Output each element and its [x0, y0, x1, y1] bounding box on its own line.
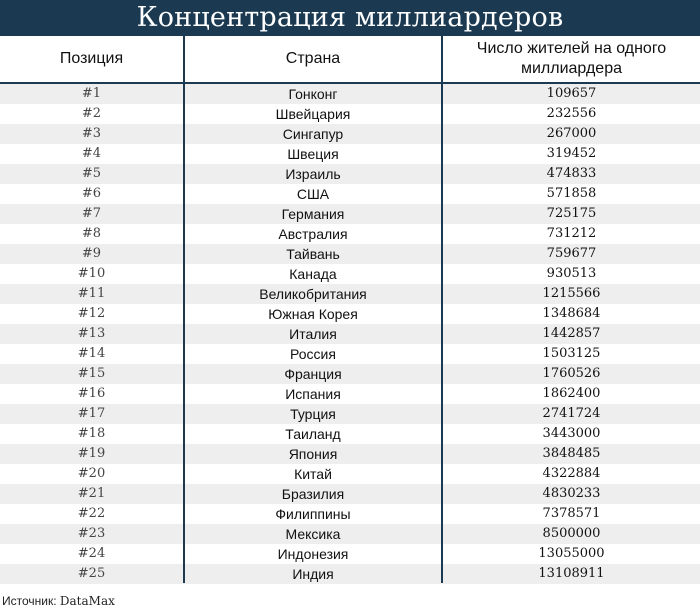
row-country: Россия	[290, 346, 336, 362]
row-country: Филиппины	[275, 506, 351, 522]
table-row	[0, 384, 700, 404]
table-row	[0, 264, 700, 284]
row-country: Индия	[292, 566, 334, 582]
row-position: #18	[77, 426, 106, 441]
table-row	[0, 304, 700, 324]
row-position: #21	[77, 486, 106, 501]
row-country: Гонконг	[288, 86, 338, 102]
row-people-per-billionaire: 7378571	[542, 506, 601, 521]
row-people-per-billionaire: 1503125	[542, 346, 601, 361]
row-country: Австралия	[278, 226, 348, 242]
row-position: #24	[77, 546, 106, 561]
row-people-per-billionaire: 267000	[546, 126, 597, 141]
table-row	[0, 484, 700, 504]
row-position: #5	[81, 166, 102, 181]
row-country: Турция	[290, 406, 336, 422]
row-position: #23	[77, 526, 106, 541]
row-people-per-billionaire: 3443000	[542, 426, 601, 441]
column-divider	[441, 36, 443, 583]
row-position: #16	[77, 386, 106, 401]
header-position: Позиция	[59, 50, 124, 67]
row-people-per-billionaire: 1348684	[542, 306, 601, 321]
row-position: #10	[77, 266, 106, 281]
row-position: #7	[81, 206, 102, 221]
table-row	[0, 364, 700, 384]
row-position: #6	[81, 186, 102, 201]
row-country: Япония	[288, 446, 338, 462]
row-country: Южная Корея	[268, 306, 358, 322]
row-people-per-billionaire: 731212	[546, 226, 597, 241]
row-country: Тайвань	[286, 246, 340, 262]
table-row	[0, 524, 700, 544]
row-position: #22	[77, 506, 106, 521]
row-position: #17	[77, 406, 106, 421]
table-row	[0, 124, 700, 144]
source-value: DataMax	[59, 594, 115, 608]
row-people-per-billionaire: 1215566	[542, 286, 601, 301]
row-people-per-billionaire: 4322884	[542, 466, 601, 481]
row-position: #1	[81, 86, 102, 101]
row-country: Франция	[284, 366, 342, 382]
row-people-per-billionaire: 3848485	[542, 446, 601, 461]
row-people-per-billionaire: 1862400	[542, 386, 601, 401]
table-row	[0, 424, 700, 444]
row-people-per-billionaire: 474833	[546, 166, 597, 181]
row-country: Сингапур	[282, 126, 344, 142]
table-row	[0, 224, 700, 244]
table-header	[0, 36, 700, 84]
row-country: Испания	[285, 386, 341, 402]
table-row	[0, 464, 700, 484]
row-people-per-billionaire: 1760526	[542, 366, 601, 381]
row-people-per-billionaire: 571858	[546, 186, 597, 201]
table-row	[0, 404, 700, 424]
table-row	[0, 444, 700, 464]
row-position: #8	[81, 226, 102, 241]
table-row	[0, 84, 700, 104]
row-people-per-billionaire: 8500000	[542, 526, 601, 541]
table-row	[0, 324, 700, 344]
header-country: Страна	[285, 50, 341, 67]
table-row	[0, 244, 700, 264]
row-people-per-billionaire: 2741724	[542, 406, 601, 421]
row-country: Великобритания	[259, 286, 367, 302]
row-country: Китай	[294, 466, 332, 482]
table-row	[0, 284, 700, 304]
row-position: #4	[81, 146, 102, 161]
row-people-per-billionaire: 725175	[546, 206, 597, 221]
row-country: США	[296, 186, 330, 202]
row-position: #11	[77, 286, 106, 301]
source-note	[2, 593, 115, 610]
row-position: #19	[77, 446, 106, 461]
row-country: Германия	[281, 206, 345, 222]
column-divider	[183, 36, 185, 583]
table-row	[0, 544, 700, 564]
row-position: #20	[77, 466, 106, 481]
table-row	[0, 164, 700, 184]
table-row	[0, 184, 700, 204]
source-label: Источник:	[2, 594, 57, 608]
row-people-per-billionaire: 930513	[546, 266, 597, 281]
row-people-per-billionaire: 759677	[546, 246, 597, 261]
row-position: #15	[77, 366, 106, 381]
row-position: #14	[77, 346, 106, 361]
row-country: Индонезия	[277, 546, 349, 562]
table-row	[0, 204, 700, 224]
row-position: #13	[77, 326, 106, 341]
row-country: Таиланд	[285, 426, 341, 442]
row-position: #3	[81, 126, 102, 141]
row-country: Италия	[289, 326, 337, 342]
row-position: #12	[77, 306, 106, 321]
row-people-per-billionaire: 4830233	[542, 486, 601, 501]
row-country: Мексика	[285, 526, 341, 542]
row-country: Швейцария	[275, 106, 351, 122]
row-people-per-billionaire: 13055000	[538, 546, 605, 561]
row-position: #25	[77, 566, 106, 581]
row-position: #9	[81, 246, 102, 261]
row-people-per-billionaire: 13108911	[538, 566, 605, 581]
row-country: Бразилия	[281, 486, 345, 502]
header-people-per-billionaire: Число жителей на одного миллиардера	[476, 40, 667, 77]
table-body	[0, 84, 700, 584]
table-row	[0, 504, 700, 524]
row-people-per-billionaire: 232556	[546, 106, 597, 121]
table-title: Концентрация миллиардеров	[0, 0, 700, 36]
row-people-per-billionaire: 109657	[546, 86, 597, 101]
table-row	[0, 144, 700, 164]
row-country: Канада	[289, 266, 337, 282]
row-people-per-billionaire: 319452	[546, 146, 597, 161]
row-country: Израиль	[285, 166, 341, 182]
row-people-per-billionaire: 1442857	[542, 326, 601, 341]
table-row	[0, 564, 700, 584]
table-row	[0, 104, 700, 124]
table-row	[0, 344, 700, 364]
row-country: Швеция	[287, 146, 339, 162]
row-position: #2	[81, 106, 102, 121]
